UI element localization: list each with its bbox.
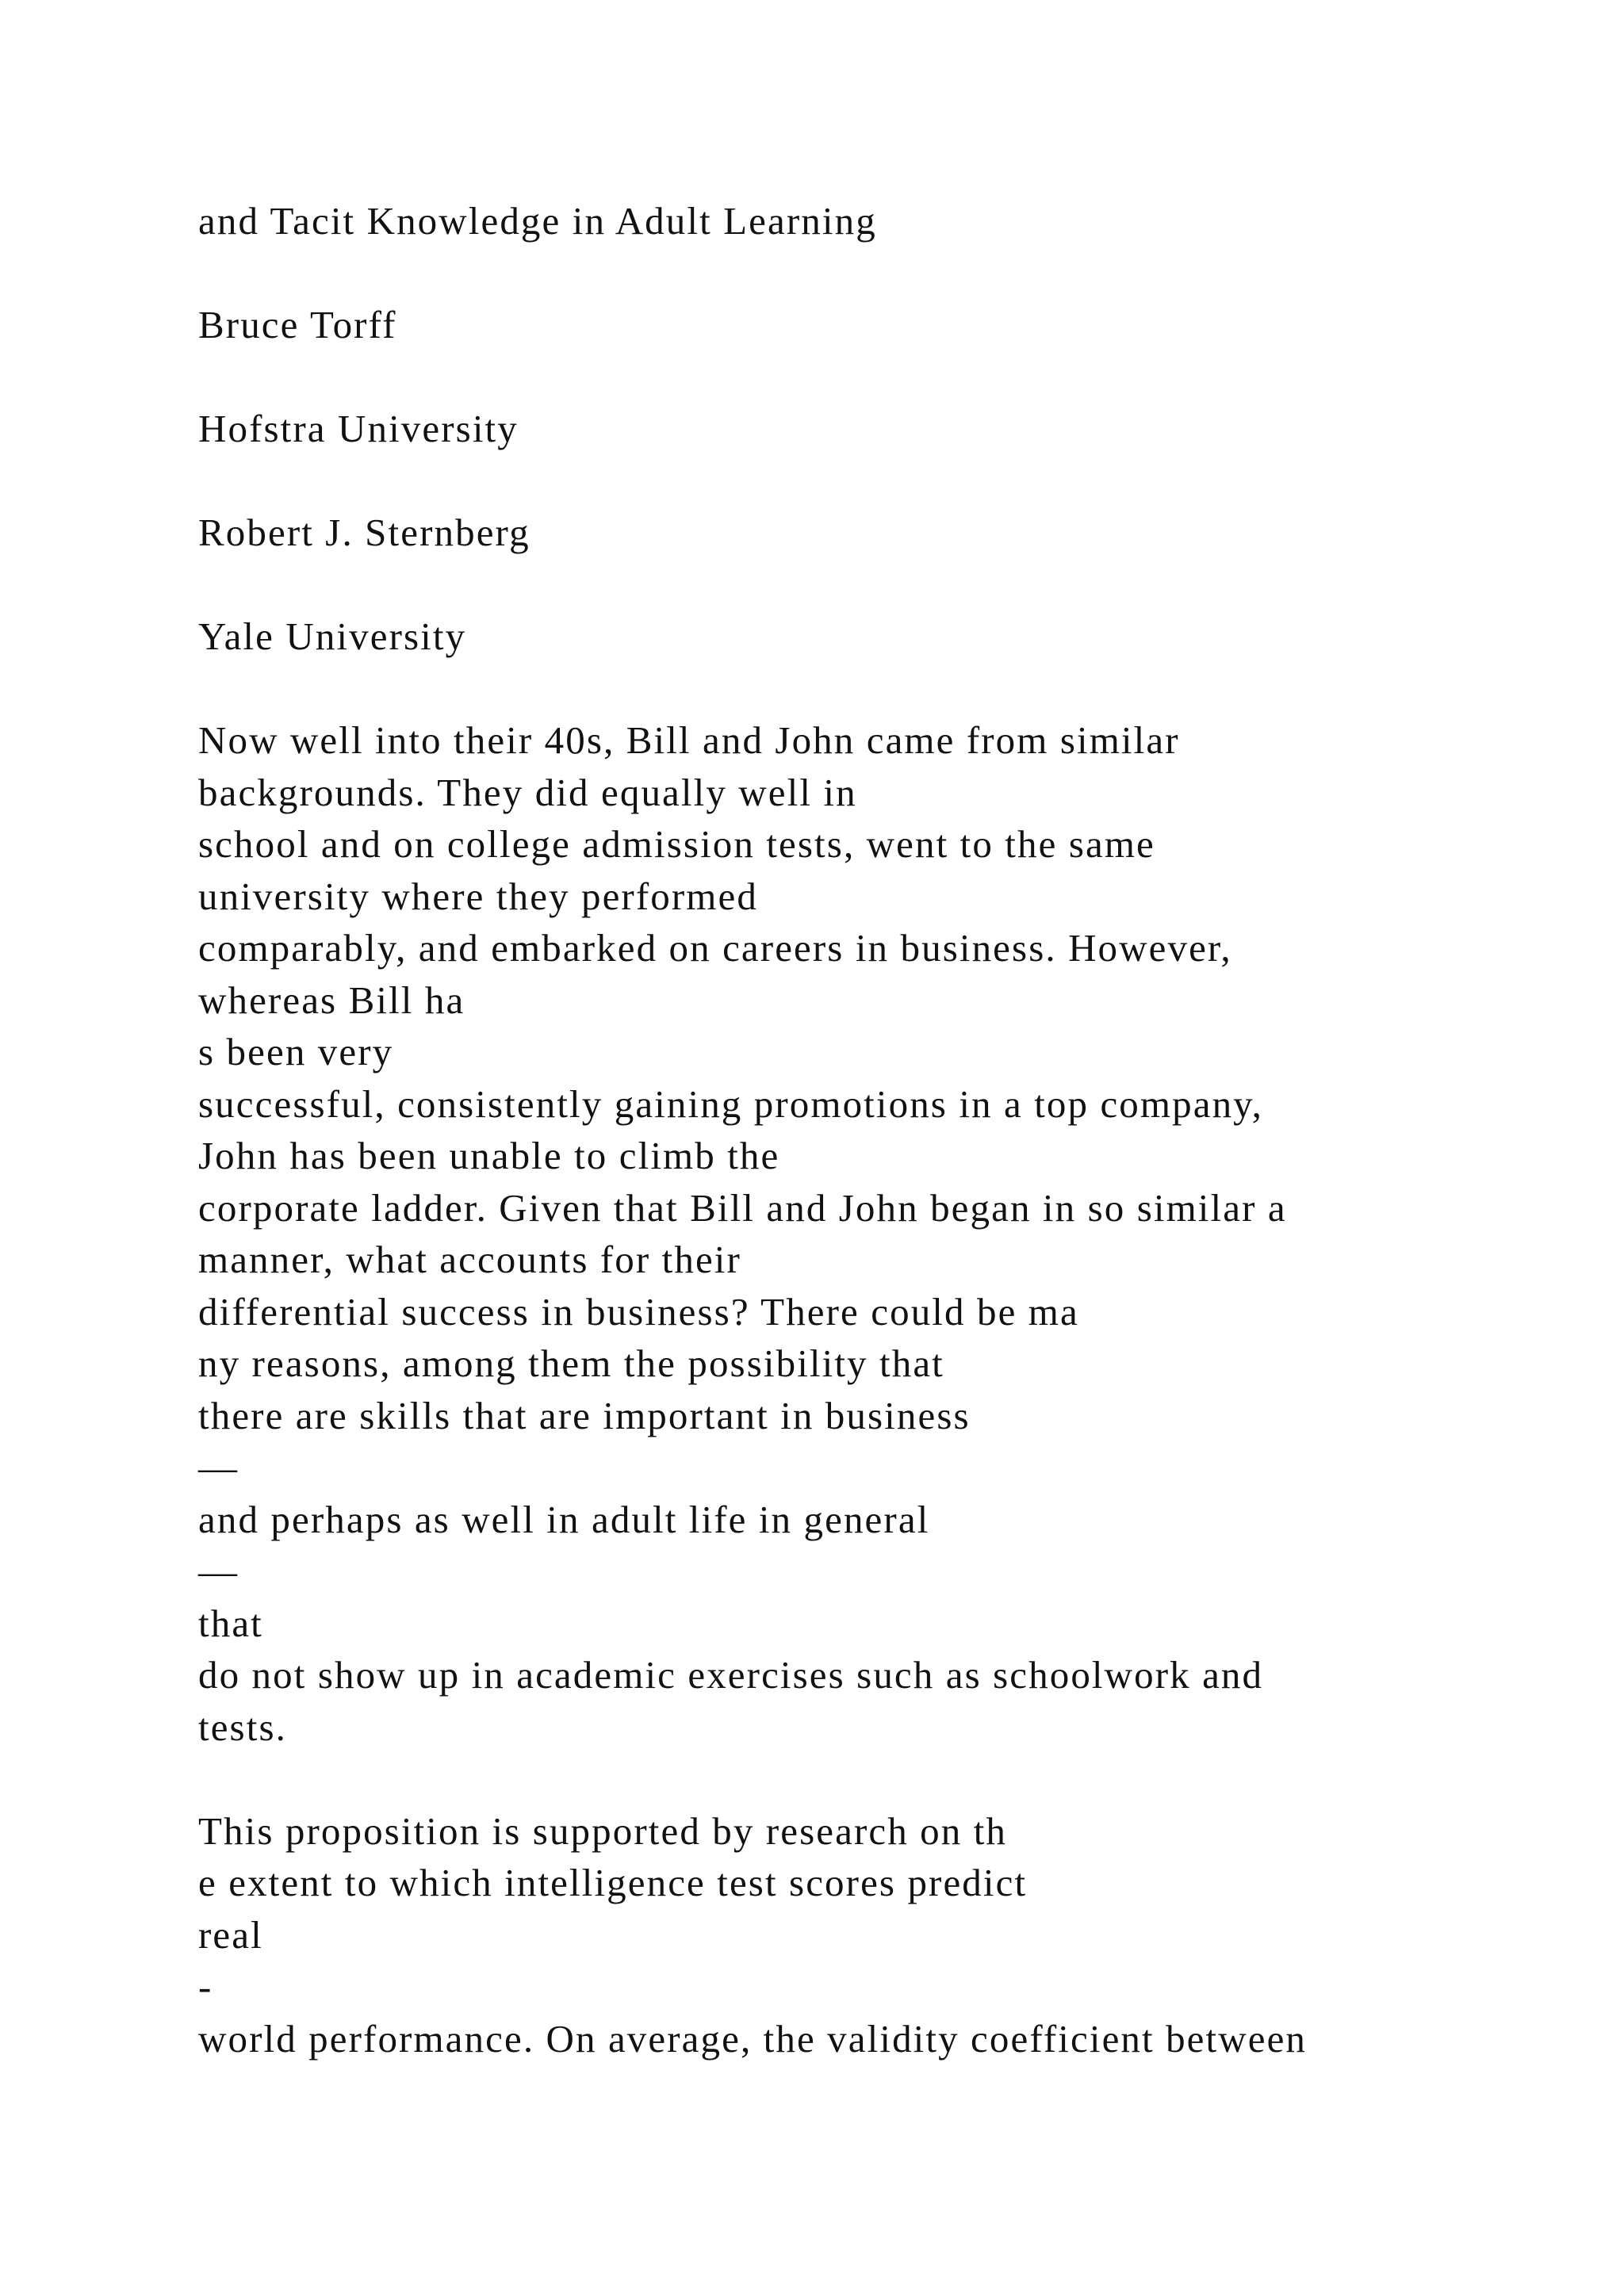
author-name: Bruce Torff [198, 303, 397, 346]
paragraph-line: — [198, 1549, 239, 1593]
paragraph-line: corporate ladder. Given that Bill and John began in so similar a [198, 1185, 1287, 1230]
paragraph-line: manner, what accounts for their [198, 1238, 741, 1281]
paragraph-line: comparably, and embarked on careers in business. However, [198, 926, 1232, 970]
paragraph-2 [198, 1805, 1515, 2065]
paragraph-line: successful, consistently gaining promotions in a top company, [198, 1081, 1263, 1126]
paragraph-line: that [198, 1601, 263, 1645]
spacer [198, 247, 1515, 300]
paragraph-line: — [198, 1445, 239, 1489]
paragraph-line: John has been unable to climb the [198, 1134, 780, 1177]
author-name: Robert J. Sternberg [198, 511, 530, 554]
paragraph-line: backgrounds. They did equally well in [198, 770, 857, 814]
paragraph-line: university where they performed [198, 874, 758, 918]
title-line: and Tacit Knowledge in Adult Learning [198, 199, 877, 243]
paragraph-line: whereas Bill ha [198, 978, 465, 1022]
paragraph-line: school and on college admission tests, went to the same [198, 822, 1155, 866]
paragraph-line: differential success in business? There could be ma [198, 1289, 1079, 1334]
paragraph-line: Now well into their 40s, Bill and John came from similar [198, 718, 1180, 762]
paragraph-line: do not show up in academic exercises such as schoolwork and [198, 1653, 1264, 1697]
paragraph-line: e extent to which intelligence test scores predict [198, 1861, 1028, 1904]
spacer [198, 455, 1515, 507]
paragraph-line: tests. [198, 1705, 287, 1749]
paragraph-line: ny reasons, among them the possibility that [198, 1341, 944, 1385]
paragraph-line: real [198, 1912, 263, 1957]
paragraph-line: and perhaps as well in adult life in general [198, 1497, 930, 1541]
spacer [198, 1753, 1515, 1805]
spacer [198, 351, 1515, 404]
author-affiliation: Yale University [198, 614, 467, 658]
paragraph-line: there are skills that are important in business [198, 1393, 971, 1437]
document-body [198, 195, 1515, 2064]
spacer [198, 663, 1515, 715]
paragraph-line: This proposition is supported by research on th [198, 1808, 1008, 1853]
paragraph-line: s been very [198, 1030, 394, 1073]
spacer [198, 559, 1515, 611]
paragraph-1 [198, 714, 1515, 1753]
paragraph-line: world performance. On average, the validity coefficient between [198, 2016, 1308, 2061]
paragraph-line: - [198, 1965, 213, 2008]
author-affiliation: Hofstra University [198, 407, 519, 450]
